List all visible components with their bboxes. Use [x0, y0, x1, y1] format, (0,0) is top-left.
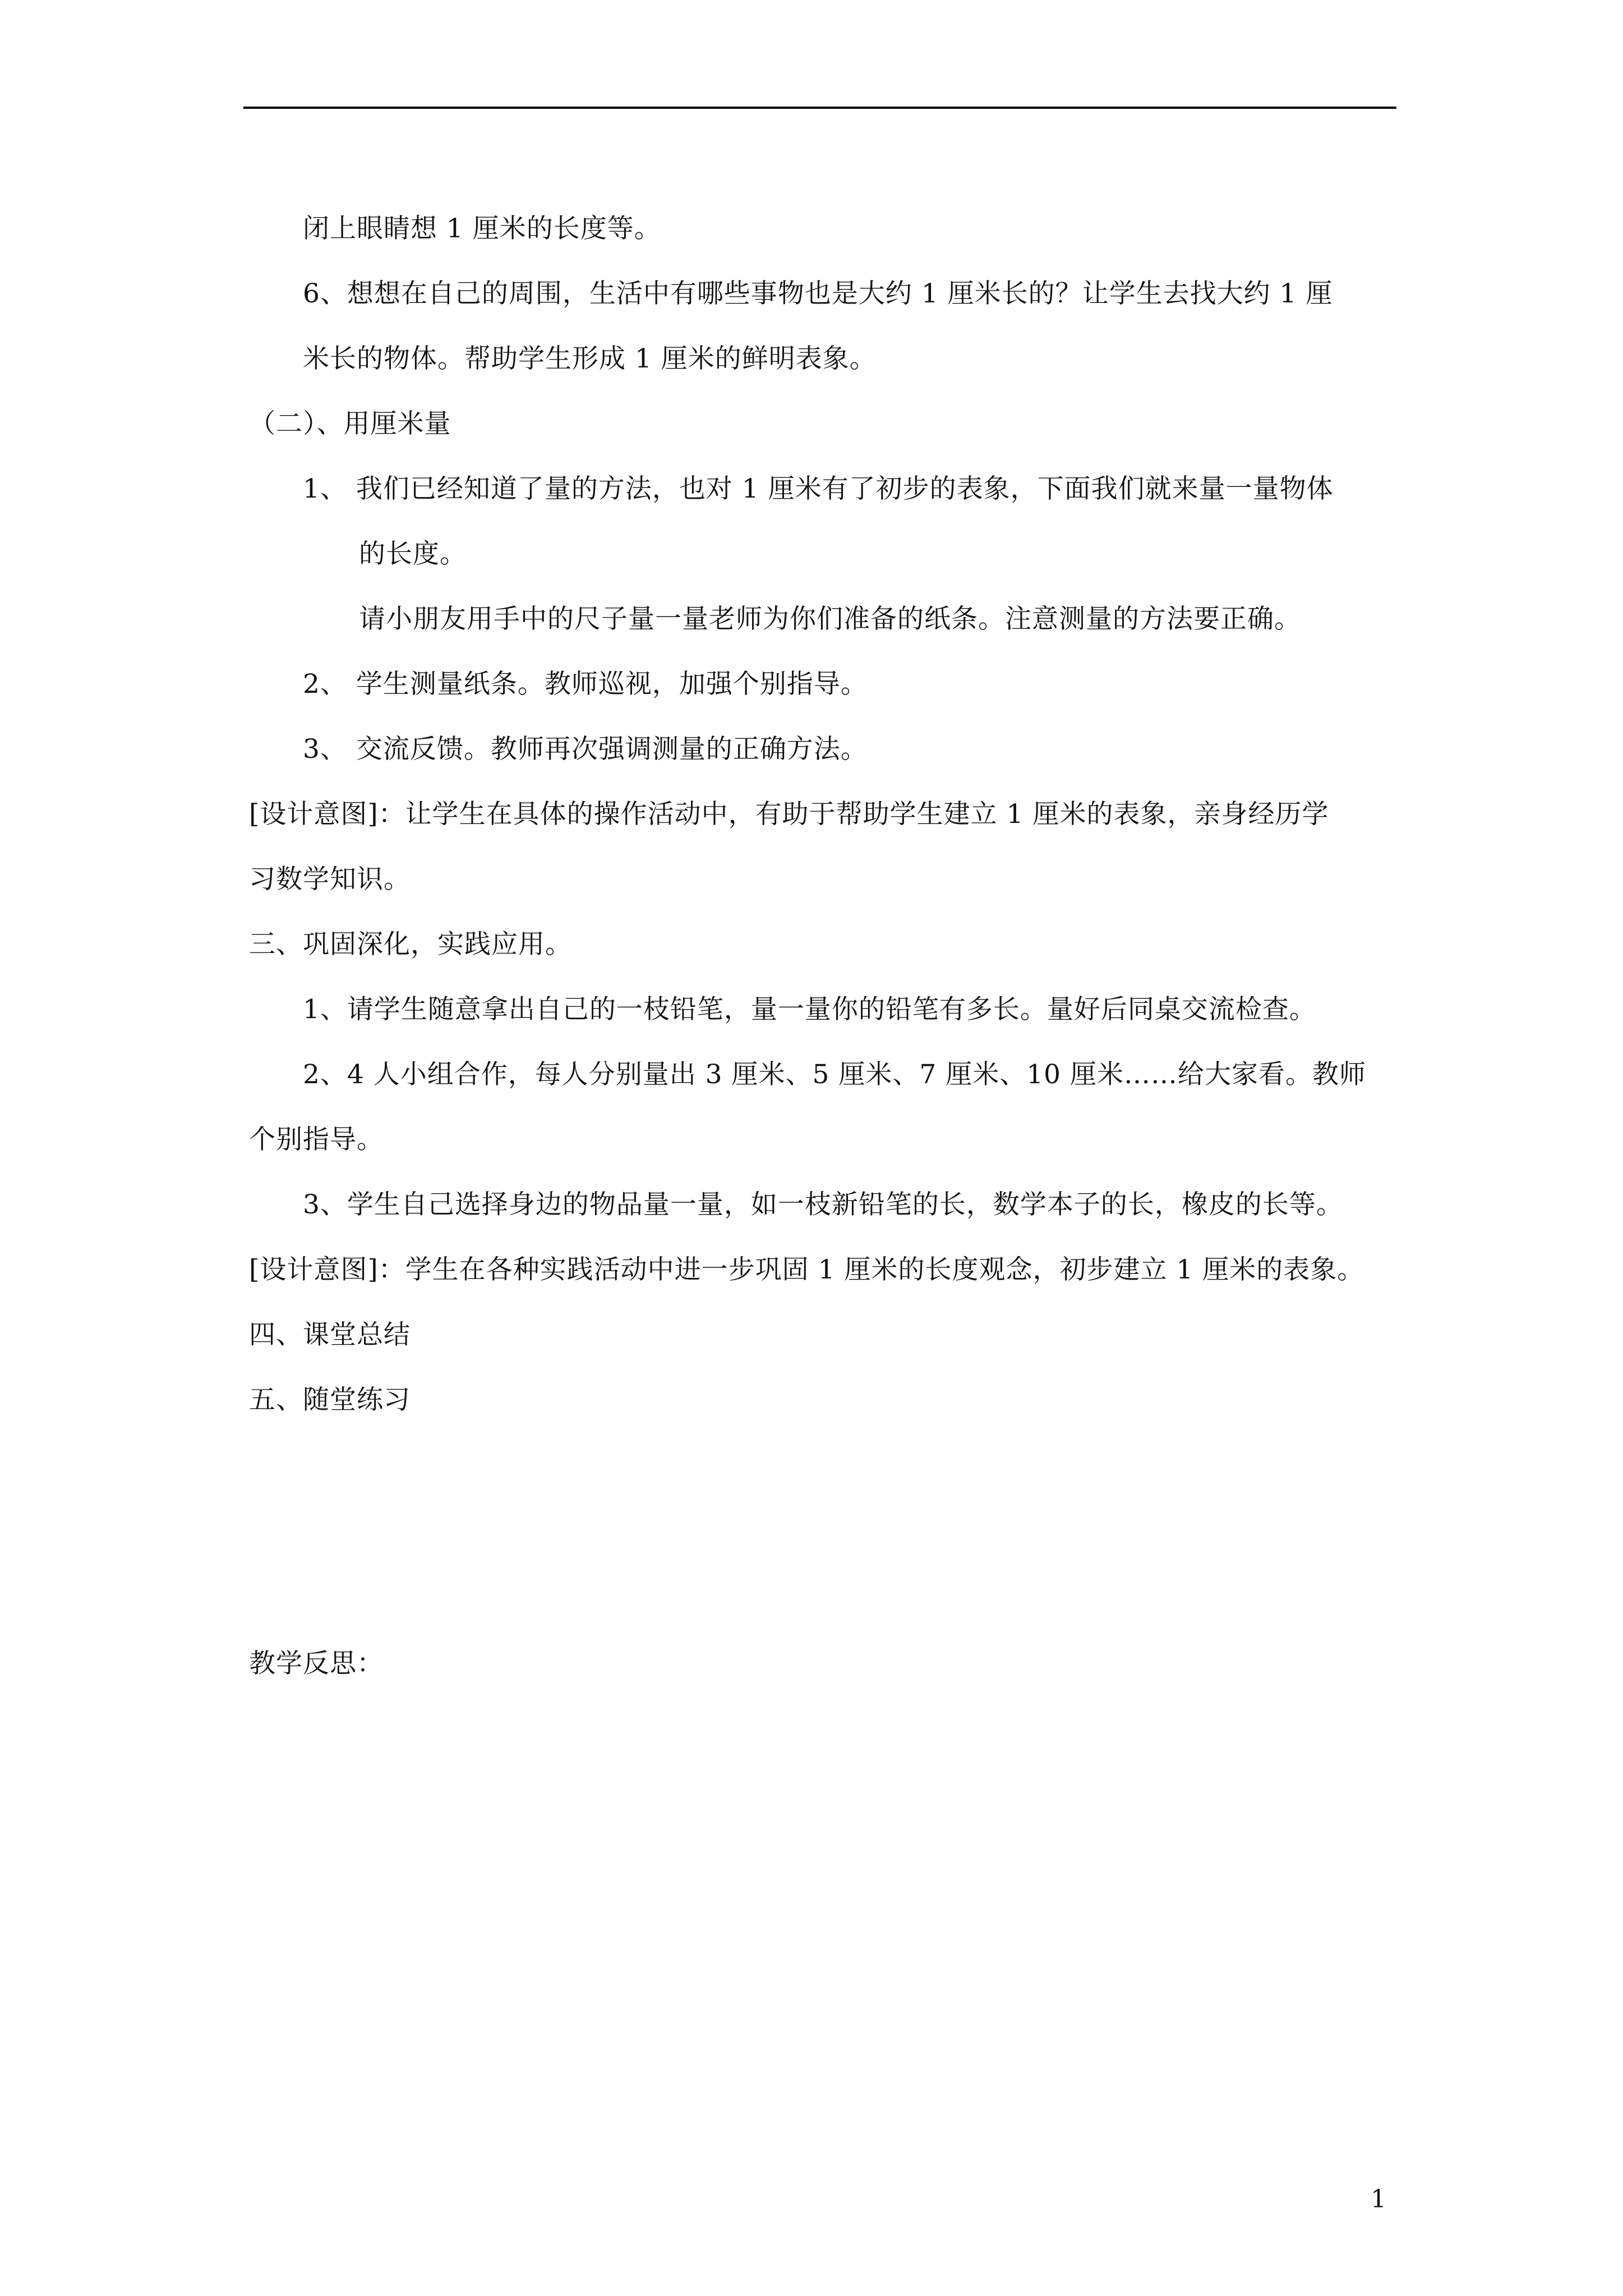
- text-line: 2、 学生测量纸条。教师巡视，加强个别指导。: [303, 669, 868, 700]
- text-line: 闭上眼睛想 1 厘米的长度等。: [303, 213, 661, 244]
- text-line: 1、 我们已经知道了量的方法，也对 1 厘米有了初步的表象，下面我们就来量一量物体: [303, 473, 1334, 504]
- text-line: 6、想想在自己的周围，生活中有哪些事物也是大约 1 厘米长的？让学生去找大约 1 厘: [303, 278, 1333, 309]
- section-heading: （二）、用厘米量: [249, 408, 451, 439]
- section-heading: 三、巩固深化，实践应用。: [249, 929, 572, 960]
- text-line: 习数学知识。: [249, 864, 411, 895]
- text-line: 的长度。: [359, 539, 467, 569]
- text-line: 1、请学生随意拿出自己的一枝铅笔，量一量你的铅笔有多长。量好后同桌交流检查。: [303, 994, 1316, 1025]
- page-number: 1: [1371, 2185, 1386, 2214]
- section-heading: 四、课堂总结: [249, 1319, 411, 1350]
- design-intent-note: [设计意图]：让学生在具体的操作活动中，有助于帮助学生建立 1 厘米的表象，亲身经历学: [249, 799, 1329, 830]
- text-line: 3、学生自己选择身边的物品量一量，如一枝新铅笔的长，数学本子的长，橡皮的长等。: [303, 1189, 1343, 1220]
- section-heading: 五、随堂练习: [249, 1384, 411, 1415]
- text-line: 米长的物体。帮助学生形成 1 厘米的鲜明表象。: [303, 343, 877, 374]
- reflection-heading: 教学反思：: [249, 1648, 384, 1679]
- text-line: 2、4 人小组合作，每人分别量出 3 厘米、5 厘米、7 厘米、10 厘米……给大家看。教师: [303, 1059, 1366, 1090]
- text-line: 请小朋友用手中的尺子量一量老师为你们准备的纸条。注意测量的方法要正确。: [359, 604, 1301, 634]
- design-intent-note: [设计意图]：学生在各种实践活动中进一步巩固 1 厘米的长度观念，初步建立 1 厘米的表象。: [249, 1254, 1364, 1285]
- header-rule: [243, 107, 1396, 109]
- text-line: 个别指导。: [249, 1124, 384, 1155]
- text-line: 3、 交流反馈。教师再次强调测量的正确方法。: [303, 734, 868, 765]
